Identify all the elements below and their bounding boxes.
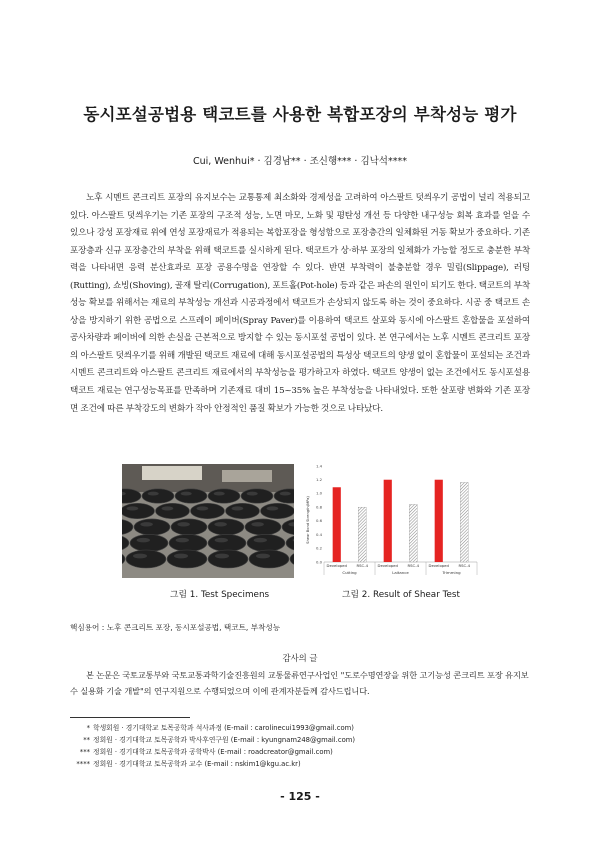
specimen-highlight <box>176 538 189 543</box>
footnote <box>70 746 333 756</box>
x-tick-label: Developed <box>428 563 449 568</box>
y-tick-label: 1.2 <box>315 477 322 483</box>
specimen-core <box>241 489 273 503</box>
footnote-text: 학생회원 · 경기대학교 토목공학과 석사과정 (E-mail : carolinecui1993@gmail.com) <box>93 724 354 732</box>
y-tick-label: 0.6 <box>315 518 322 524</box>
specimen-core <box>130 534 168 551</box>
group-label: Laitance <box>392 570 409 575</box>
specimen-highlight <box>280 492 291 496</box>
test-specimens-photo <box>122 464 294 578</box>
specimens-illustration <box>122 464 294 578</box>
abstract-body: 노후 시멘트 콘크리트 포장의 유지보수는 교통통제 최소화와 경제성을 고려하여 아스팔트 덧씌우기 공법이 널리 적용되고 있다. 아스팔트 덧씌우기는 기존 포장의 구조적 성능, 노면 마모, 노화 및 평탄성 개선 등 다양한 내구성능 회복 효과를 얻을 수 있으나 강성 포장재료 위에 연성 포장재료가 적용되는 복합포장을 형성함으로 포장층간의 일체화된 거동 확보가 중요하다. 기존 포장층과 신규 포장층간의 부착을 위해 택코트를 실시하게 된다. 택코트가 상·하부 포장의 일체화가 가능할 정도로 충분한 부착력을 나타내면 응력 분산효과로 포장 공용수명을 연장할 수 있다. 반면 부착력이 불충분할 경우 밀림(Slippage), 러팅(Rutting), 쇼빙(Shoving), 골재 탈리(Corrugation), 포트홀(Pot-hole) 등과 같은 파손의 원인이 되기도 한다. 택코트의 부착성능 확보를 위해서는 재료의 부착성능 개선과 시공과정에서 택코트가 손상되지 않도록 하는 것이 중요하다. 시공 중 택코트 손상을 방지하기 위한 공법으로 스프레이 페이버(Spray Paver)를 이용하여 택코트 살포와 동시에 아스팔트 혼합물을 포설하여 공사차량과 페이버에 의한 손실을 근본적으로 방지할 수 있는 동시포설 공법이 있다. 본 연구에서는 노후 시멘트 콘크리트 포장의 아스팔트 덧씌우기를 위해 개발된 택코트 재료에 대해 동시포설공법의 특성상 택코트의 양생 없이 혼합물이 포설되는 조건과 시멘트 콘크리트와 아스팔트 콘크리트 재료에서의 부착성능을 평가하고자 하였다. 택코트 양생이 없는 조건에서도 동시포설용 택코트 재료는 연구성능목표를 만족하며 기존재료 대비 15~35% 높은 부착성능을 나타내었다. 또한 살포량 변화와 기존 포장면 조건에 따른 부착강도의 변화가 작아 안정적인 품질 확보가 가능한 것으로 나타났다. <box>70 193 530 414</box>
specimen-core <box>142 489 174 503</box>
chart-bar <box>358 507 366 562</box>
acknowledgement-text: 본 논문은 국토교통부와 국토교통과학기술진흥원의 교통물류연구사업인 "도로수명연장을 위한 고기능성 콘크리트 포장 유지보수 실용화 기술 개발"의 연구지원으로 수행되었으며 이에 관계자분들께 감사드립니다. <box>70 670 529 696</box>
footnote <box>70 722 354 732</box>
specimen-core <box>226 503 260 518</box>
x-tick-label: Developed <box>326 563 347 568</box>
y-tick-label: 0.4 <box>315 531 322 537</box>
specimen-highlight <box>214 522 227 526</box>
specimen-core <box>167 550 207 568</box>
specimen-highlight <box>161 506 173 510</box>
specimen-core <box>261 503 295 518</box>
specimen-highlight <box>133 554 147 559</box>
specimen-core <box>156 503 190 518</box>
page-number: - 125 - <box>280 790 320 803</box>
footnote-rule <box>70 717 190 718</box>
specimen-highlight <box>266 506 278 510</box>
paper-title: 동시포설공법용 택코트를 사용한 복합포장의 부착성능 평가 <box>83 105 517 124</box>
chart-bar <box>435 480 443 562</box>
y-tick-label: 0.0 <box>315 559 322 565</box>
chart-bar <box>333 487 341 562</box>
footnote-mark: ** <box>83 736 90 744</box>
x-tick-label: RSC-4 <box>407 563 419 568</box>
specimen-highlight <box>181 492 192 496</box>
specimen-core <box>122 503 155 518</box>
specimen-highlight <box>177 522 190 526</box>
specimen-highlight <box>254 538 267 543</box>
keywords: 핵심용어 : 노후 콘크리트 포장, 동시포설공법, 택코트, 부착성능 <box>70 623 281 632</box>
specimen-core <box>191 503 225 518</box>
specimen-highlight <box>126 506 138 510</box>
specimen-highlight <box>148 492 159 496</box>
footnote <box>70 758 301 768</box>
specimen-highlight <box>174 554 188 559</box>
specimen-highlight <box>256 554 270 559</box>
specimen-highlight <box>215 538 228 543</box>
specimen-core <box>208 489 240 503</box>
y-tick-label: 0.2 <box>315 545 322 551</box>
y-tick-label: 0.8 <box>315 504 322 510</box>
specimen-highlight <box>251 522 264 526</box>
y-tick-label: 1.0 <box>315 490 322 496</box>
specimen-highlight <box>140 522 153 526</box>
x-tick-label: Developed <box>377 563 398 568</box>
footnote-text: 정회원 · 경기대학교 토목공학과 박사후연구원 (E-mail : kyungnam248@gmail.com) <box>93 736 356 744</box>
y-tick-label: 1.4 <box>315 463 322 469</box>
chart-bar <box>384 480 392 562</box>
specimen-highlight <box>215 554 229 559</box>
footnote-mark: **** <box>76 760 90 768</box>
group-label: Cutting <box>342 570 357 575</box>
specimen-core <box>208 550 248 568</box>
shear-test-chart <box>303 460 481 583</box>
specimen-highlight <box>247 492 258 496</box>
figure1-caption: 그림 1. Test Specimens <box>170 590 270 600</box>
acknowledgement-title: 감사의 글 <box>282 653 318 663</box>
specimen-core <box>249 550 289 568</box>
footnote-mark: *** <box>79 748 90 756</box>
group-label: Trimming <box>442 570 461 575</box>
chart-bars <box>333 480 469 562</box>
footnote-mark: * <box>86 724 90 732</box>
specimen-core <box>208 534 246 551</box>
specimen-highlight <box>137 538 150 543</box>
specimen-core <box>171 519 207 535</box>
specimen-highlight <box>196 506 208 510</box>
footnote-text: 정회원 · 경기대학교 토목공학과 공학박사 (E-mail : roadcreator@gmail.com) <box>93 748 333 756</box>
x-tick-label: RSC-4 <box>458 563 470 568</box>
specimen-core <box>247 534 285 551</box>
specimen-core <box>126 550 166 568</box>
specimen-highlight <box>231 506 243 510</box>
specimen-highlight <box>214 492 225 496</box>
footnote-text: 정회원 · 경기대학교 토목공학과 교수 (E-mail : nskim1@kgu.ac.kr) <box>93 760 301 768</box>
specimen-core <box>245 519 281 535</box>
specimen-core <box>208 519 244 535</box>
chart-bar <box>409 504 417 562</box>
chart-labels <box>327 563 471 575</box>
specimen-core <box>169 534 207 551</box>
x-tick-label: RSC-4 <box>356 563 368 568</box>
chart-bar <box>460 482 468 562</box>
author-line: Cui, Wenhui* · 김경남** · 조신행*** · 김낙석**** <box>193 156 407 167</box>
chart-y-axis-label: Shear Bond Strength(MPa) <box>306 496 310 544</box>
specimen-core <box>175 489 207 503</box>
specimen-core <box>134 519 170 535</box>
figure2-caption: 그림 2. Result of Shear Test <box>342 590 460 600</box>
footnote <box>70 734 355 744</box>
